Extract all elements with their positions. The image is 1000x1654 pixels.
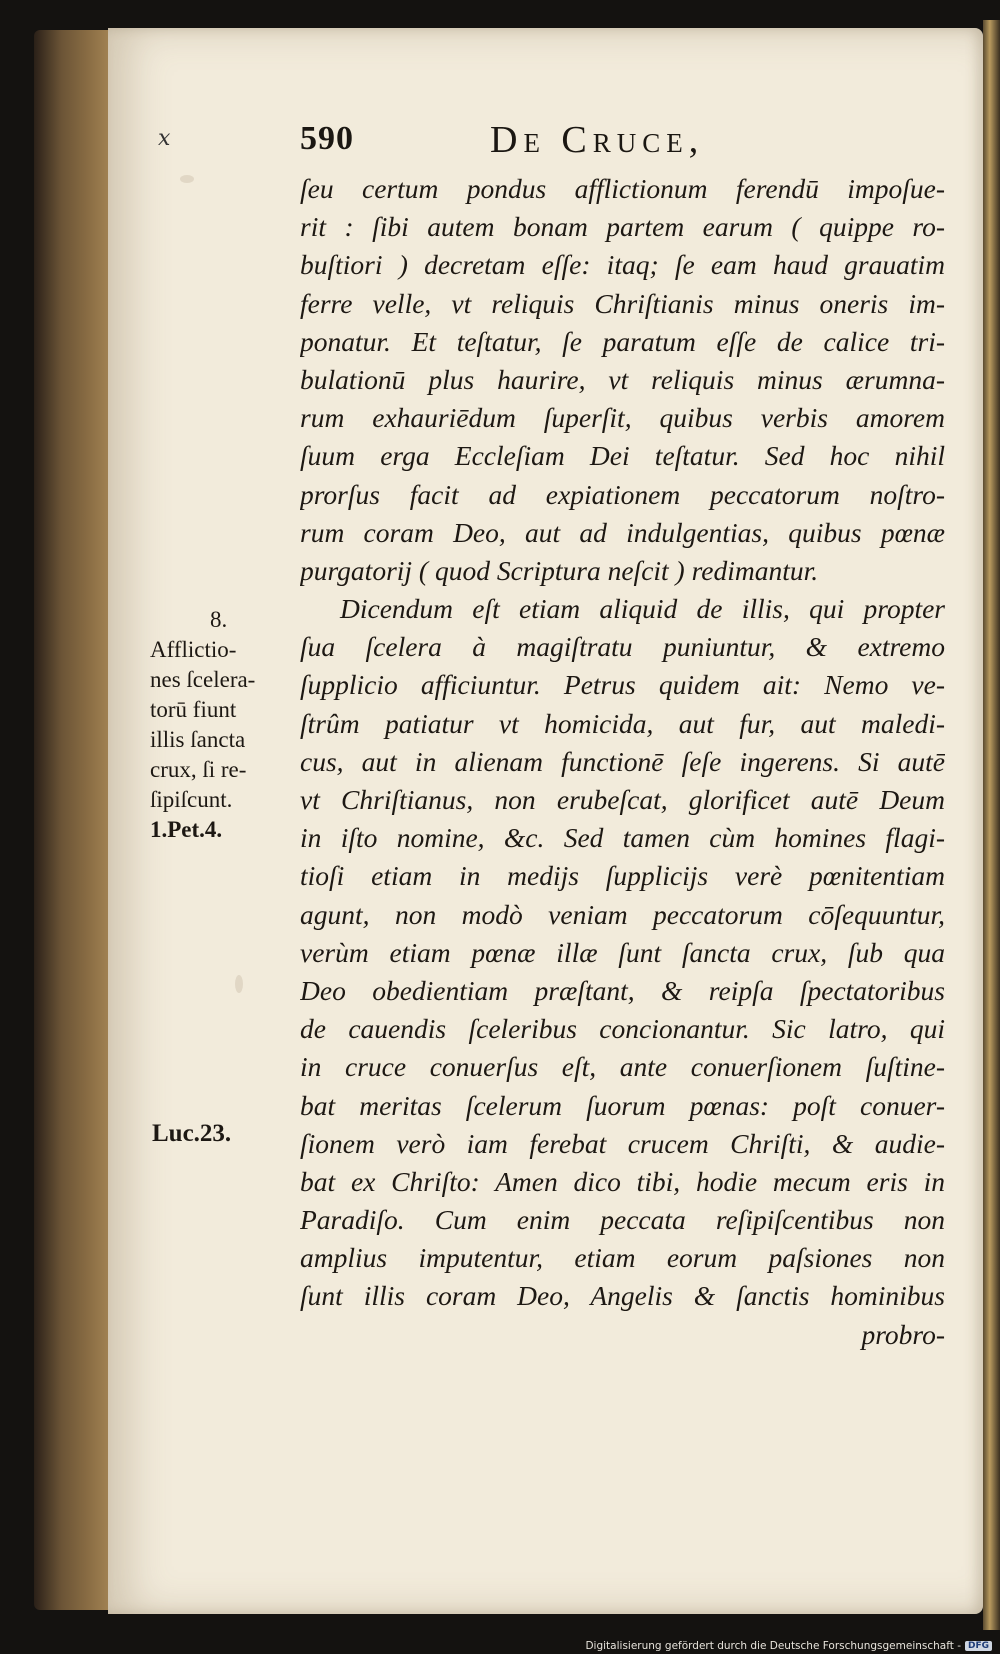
text-line: bat ex Chriſto: Amen dico tibi, hodie mecum eris in — [300, 1165, 945, 1197]
text-line: buſtiori ) decretam eſſe: itaq; ſe eam haud grauatim — [300, 249, 945, 281]
scripture-reference-luke: Luc.23. — [152, 1120, 232, 1147]
corner-mark: x — [158, 126, 171, 151]
body-text — [300, 170, 945, 1354]
text-line: ſeu certum pondus afflictionum ferendū impoſue- — [300, 173, 945, 204]
text-line: bat meritas ſcelerum ſuorum pœnas: poſt conuer- — [300, 1089, 945, 1121]
margin-note-line: illis ſancta — [150, 727, 246, 752]
catchword: probro- — [861, 1318, 945, 1350]
text-line: rum coram Deo, aut ad indulgentias, quibus pœnæ — [300, 516, 945, 548]
margin-note-line: ſipiſcunt. — [150, 787, 233, 812]
text-line: ferre velle, vt reliquis Chriſtianis minus oneris im- — [300, 287, 945, 319]
text-line: in iſto nomine, &c. Sed tamen cùm homines flagi- — [300, 822, 945, 854]
text-line: in cruce conuerſus eſt, ante conuerſionem ſuſtine- — [300, 1051, 945, 1083]
text-line: rum exhauriēdum ſuperſit, quibus verbis amorem — [300, 402, 945, 434]
page-edge-strip — [983, 20, 1000, 1630]
text-line: Deo obedientiam præſtant, & reipſa ſpectatoribus — [300, 974, 945, 1006]
text-line: ſionem verò iam ferebat crucem Chriſti, & audie- — [300, 1127, 945, 1159]
ink-smudge — [235, 975, 243, 993]
text-line: prorſus facit ad expiationem peccatorum noſtro- — [300, 478, 945, 510]
scripture-reference: 1.Pet.4. — [150, 817, 223, 842]
text-line: ſunt illis coram Deo, Angelis & ſanctis hominibus — [300, 1280, 945, 1312]
dfg-logo: DFG — [965, 1641, 992, 1651]
book-edge — [34, 30, 112, 1610]
ink-smudge — [180, 175, 194, 183]
text-line: purgatorij ( quod Scriptura neſcit ) redimantur. — [300, 554, 819, 586]
text-line: rit : ſibi autem bonam partem earum ( quippe ro- — [300, 211, 945, 243]
text-line: cus, aut in alienam functionē ſeſe ingerens. Si autē — [300, 745, 945, 777]
section-number: 8. — [210, 607, 228, 632]
margin-note-line: crux, ſi re- — [150, 757, 247, 782]
text-line: Paradiſo. Cum enim peccata reſipiſcentibus non — [300, 1204, 945, 1236]
text-line: Dicendum eſt etiam aliquid de illis, qui propter — [340, 593, 945, 625]
text-line: vt Chriſtianus, non erubeſcat, glorificet autē Deum — [300, 784, 945, 815]
text-line: ſuum erga Eccleſiam Dei teſtatur. Sed hoc nihil — [300, 440, 945, 472]
text-line: tioſi etiam in medijs ſupplicijs verè pœnitentiam — [300, 860, 945, 892]
margin-note-line: Afflictio- — [150, 637, 237, 662]
text-line: ſupplicio afficiuntur. Petrus quidem ait: Nemo ve- — [300, 669, 945, 701]
footer-credit: Digitalisierung gefördert durch die Deutsche Forschungsgemeinschaft - — [585, 1640, 961, 1652]
margin-notes — [150, 605, 290, 845]
footer — [585, 1640, 992, 1652]
page-number: 590 — [300, 120, 354, 157]
text-line: amplius imputentur, etiam eorum paſsiones non — [300, 1242, 945, 1274]
running-head: De Cruce, — [490, 119, 705, 161]
text-line: ponatur. Et teſtatur, ſe paratum eſſe de calice tri- — [300, 325, 945, 357]
margin-note-line: torū fiunt — [150, 697, 237, 722]
text-line: ſtrûm patiatur vt homicida, aut fur, aut maledi- — [300, 707, 945, 739]
text-line: ſua ſcelera à magiſtratu puniuntur, & extremo — [300, 631, 945, 663]
text-line: de cauendis ſceleribus concionantur. Sic latro, qui — [300, 1013, 945, 1045]
text-line: bulationū plus haurire, vt reliquis minus ærumna- — [300, 363, 945, 395]
text-line: agunt, non modò veniam peccatorum cōſequuntur, — [300, 898, 945, 930]
margin-note-line: nes ſcelera- — [150, 667, 256, 692]
text-line: verùm etiam pœnæ illæ ſunt ſancta crux, ſub qua — [300, 936, 945, 968]
